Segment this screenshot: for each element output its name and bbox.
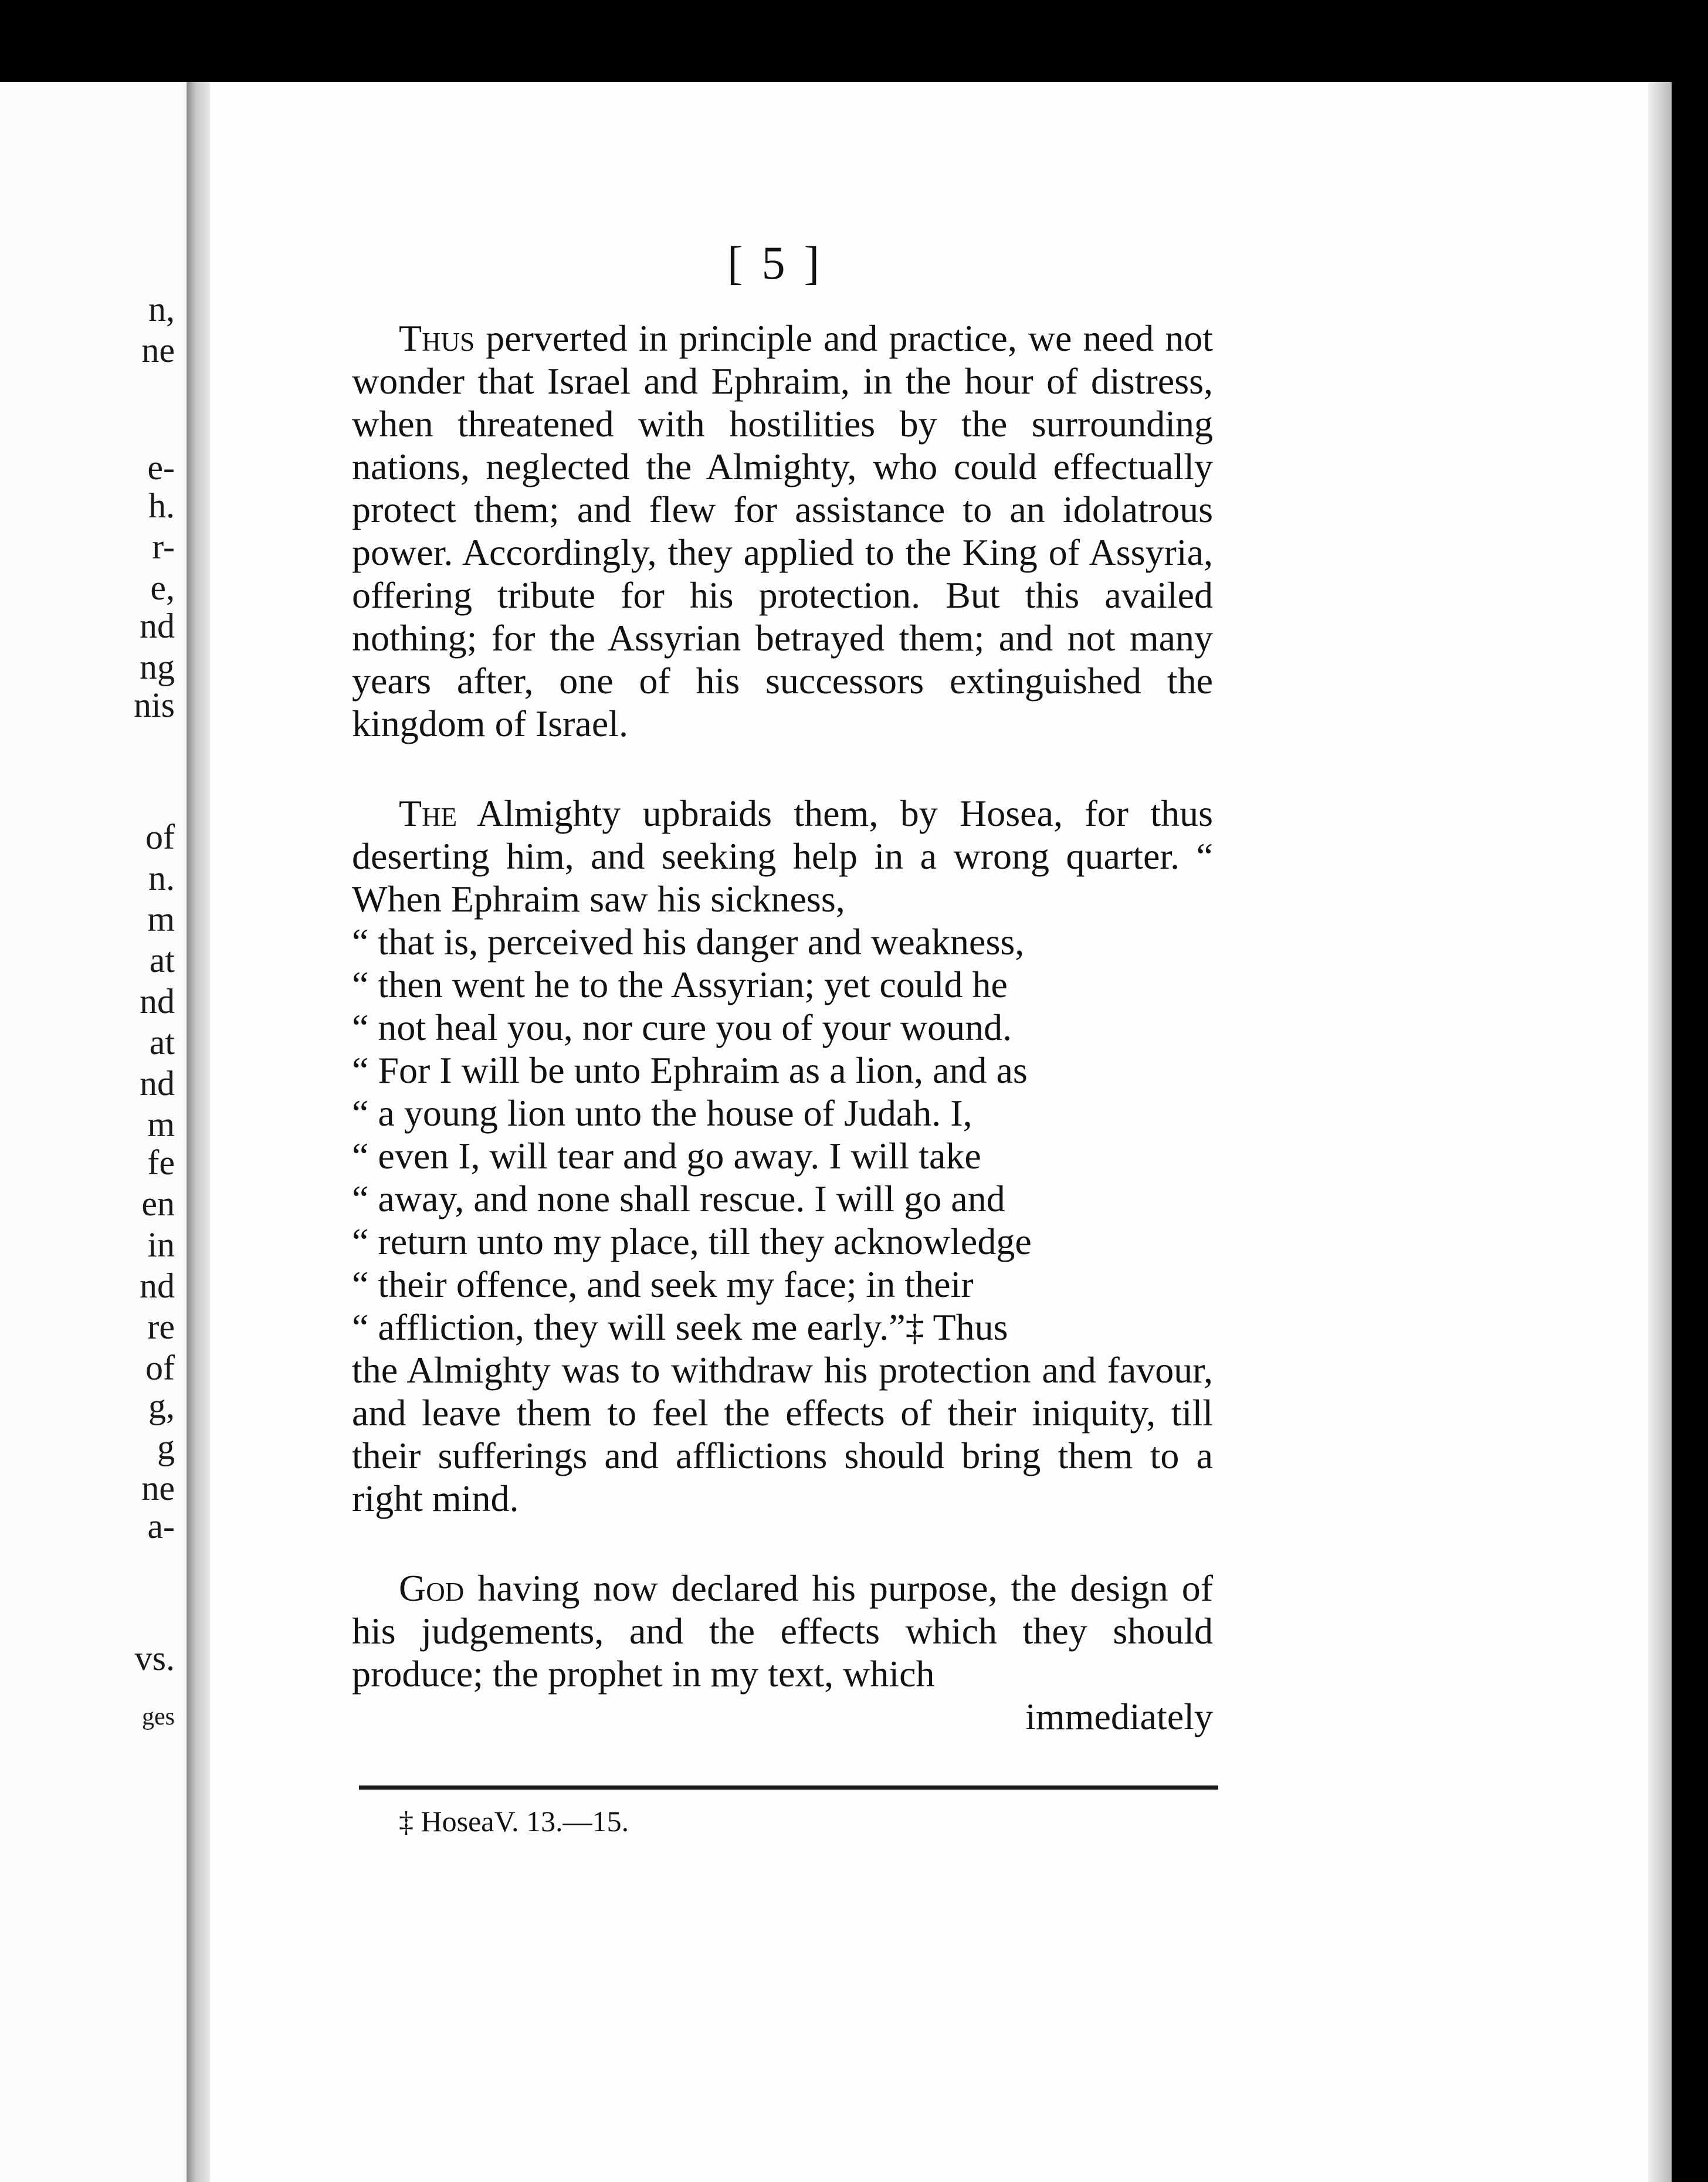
page-edge — [1648, 82, 1672, 2182]
page-number: [ 5 ] — [727, 238, 824, 289]
paragraph-2 — [352, 792, 1213, 1520]
paragraph-intro: Almighty upbraids them, by Hosea, for thus deserting him, and seeking help in a wrong quarter. “ When Ephraim saw his sickness, — [352, 792, 1213, 920]
left-page-line-ending: at — [149, 1023, 175, 1062]
left-page-line-ending: n. — [148, 859, 175, 897]
left-page-line-ending: e- — [147, 448, 175, 487]
left-page-line-endings — [0, 82, 187, 2182]
paragraph-text: having now declared his purpose, the design of his judgements, and the effects which they should produce; the prophet in my text, which — [352, 1567, 1213, 1695]
quote-line: “ away, and none shall rescue. I will go and — [352, 1178, 1005, 1219]
left-page-line-ending: re — [147, 1307, 175, 1346]
paragraph-lead: Thus — [399, 317, 475, 359]
quote-line: “ affliction, they will seek me early.”‡ Thus — [352, 1306, 1008, 1348]
paragraph-1 — [352, 317, 1213, 745]
paragraph-outro: the Almighty was to withdraw his protection and favour, and leave them to feel the effects of their iniquity, till their sufferings and afflictions should bring them to a right mind. — [352, 1349, 1213, 1519]
quote-line: “ not heal you, nor cure you of your wound. — [352, 1007, 1012, 1048]
left-page-line-ending: at — [149, 941, 175, 980]
left-page-line-ending: en — [141, 1184, 175, 1223]
left-page-line-ending: m — [147, 1105, 175, 1144]
left-page-line-ending: vs. — [134, 1639, 175, 1678]
left-page-line-ending: nd — [140, 1064, 175, 1103]
paragraph-lead: The — [399, 792, 458, 834]
left-page-line-ending: fe — [147, 1143, 175, 1182]
left-page-line-ending: g — [157, 1428, 175, 1466]
left-page-line-ending: of — [145, 1348, 175, 1387]
left-page-line-ending: nd — [140, 1266, 175, 1305]
left-page-line-ending: of — [145, 818, 175, 856]
quote-line: “ that is, perceived his danger and weakness, — [352, 921, 1025, 963]
quote-line: “ return unto my place, till they acknowledge — [352, 1221, 1032, 1262]
footnote-rule — [359, 1785, 1218, 1790]
left-page-line-ending: ng — [140, 648, 175, 686]
left-page-line-ending: nis — [133, 686, 175, 724]
left-page-line-ending: ges — [142, 1703, 175, 1730]
left-page-line-ending: ne — [141, 1469, 175, 1507]
left-page-line-ending: g, — [148, 1387, 175, 1425]
catchword: immediately — [1025, 1696, 1213, 1737]
quote-line: “ even I, will tear and go away. I will take — [352, 1135, 981, 1177]
quote-line: “ then went he to the Assyrian; yet could he — [352, 964, 1008, 1005]
paragraph-text: perverted in principle and practice, we need not wonder that Israel and Ephraim, in the hour of distress, when threatened with hostilities by the surrounding nations, neglected the Almighty, who could effectually protect them; and flew for assistance to an idolatrous power. Accordingly, they applied to the King of Assyria, offering tribute for his protection. But this availed nothing; for the Assyrian betrayed them; and not many years after, one of his successors extinguished the kingdom of Israel. — [352, 317, 1213, 744]
body-text — [352, 317, 1213, 1738]
left-page-line-ending: n, — [148, 290, 175, 328]
left-page-line-ending: ne — [141, 331, 175, 370]
quote-line: “ their offence, and seek my face; in their — [352, 1263, 974, 1305]
left-page-line-ending: h. — [148, 486, 175, 525]
book-gutter — [187, 82, 210, 2182]
left-page-line-ending: m — [147, 900, 175, 938]
left-page-line-ending: in — [147, 1225, 175, 1264]
footnote: ‡ HoseaV. 13.—15. — [399, 1805, 629, 1838]
quote-line: “ For I will be unto Ephraim as a lion, and as — [352, 1049, 1028, 1091]
left-page-fragment — [0, 82, 187, 2182]
quote-line: “ a young lion unto the house of Judah. I, — [352, 1092, 972, 1134]
left-page-line-ending: e, — [150, 568, 175, 607]
paragraph-lead: God — [399, 1567, 465, 1609]
paragraph-3 — [352, 1567, 1213, 1695]
left-page-line-ending: nd — [140, 982, 175, 1021]
left-page-line-ending: a- — [147, 1507, 175, 1546]
left-page-line-ending: r- — [152, 527, 175, 566]
left-page-line-ending: nd — [140, 607, 175, 645]
